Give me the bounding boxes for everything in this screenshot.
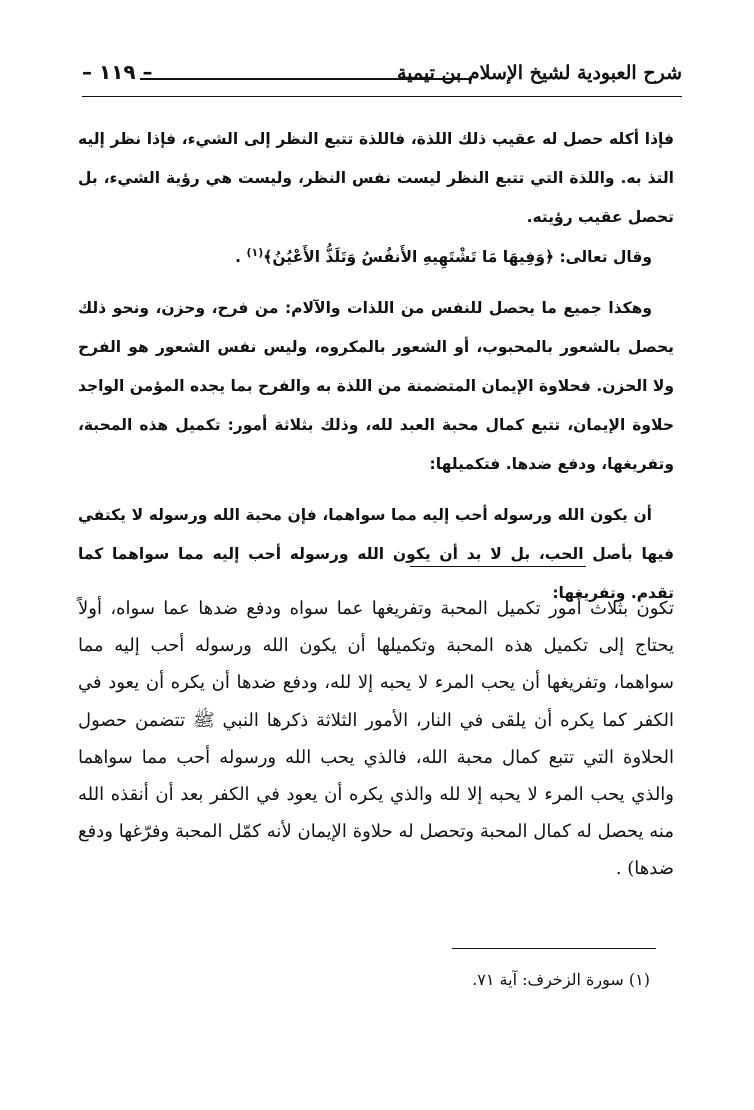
ayah-close-brace: ﴾: [263, 247, 273, 266]
page-number: – ١١٩ –: [82, 60, 153, 84]
quran-verse: وَفِيهَا مَا تَشْتَهِيهِ الأَنفُسُ وَتَلَذُّ الأَعْيُنُ: [272, 248, 545, 266]
footnote-separator: [452, 948, 656, 949]
paragraph-4: أن يكون الله ورسوله أحب إليه مما سواهما، فإن محبة الله ورسوله لا يكتفي فيها بأصل الحب، بل لا بد أن يكون الله ورسوله أحب إليه مما سواهما كما تقدم. وتفريغها:: [78, 506, 674, 602]
commentary-text: [78, 590, 674, 888]
paragraph-1: فإذا أكله حصل له عقيب ذلك اللذة، فاللذة تتبع النظر إلى الشيء، فإذا نظر إليه التذ به. واللذة التي تتبع النظر ليست نفس النظر، وليست هي رؤية الشيء، بل تحصل عقيب رؤيته.: [78, 130, 674, 226]
verse-end: .: [235, 248, 247, 266]
footnote: (١) سورة الزخرف: آية ٧١.: [472, 970, 650, 989]
ayah-open-brace: ﴿: [544, 247, 555, 266]
footnote-ref: (١): [246, 245, 264, 259]
commentary-paragraph: تكون بثلاث أمور تكميل المحبة وتفريغها عما سواه ودفع ضدها عما سواه، أولاً يحتاج إلى تكميل هذه المحبة وتكميلها أن يكون الله ورسوله أحب إليه مما سواهما، وتفريغها أن يحب المرء لا يحبه إلا لله، ودفع ضدها أن يكره أن يعود في الكفر كما يكره أن يلقى في النار، الأمور الثلاثة ذكرها النبي ﷺ تتضمن حصول الحلاوة التي تتبع كمال محبة الله، فالذي يحب الله ورسوله أحب مما سواهما والذي يحب المرء لا يحبه إلا لله والذي يكره أن يعود في الكفر بعد أن أنقذه الله منه يحصل له كمال المحبة وتحصل له حلاوة الإيمان لأنه كمّل المحبة وفرّغها ودفع ضدها) .: [78, 598, 674, 880]
paragraph-3: وهكذا جميع ما يحصل للنفس من اللذات والآلام: من فرح، وحزن، ونحو ذلك يحصل بالشعور بالمحبوب، أو الشعور بالمكروه، وليس نفس الشعور هو الفرح ولا الحزن. فحلاوة الإيمان المتضمنة من اللذة به والفرح بما يجده المؤمن الواجد حلاوة الإيمان، تتبع كمال محبة العبد لله، وذلك بثلاثة أمور: تكميل هذه المحبة، وتفريغها، ودفع ضدها. فتكميلها:: [78, 299, 674, 473]
paragraph-2-quran: [78, 237, 674, 277]
commentary-separator: [410, 566, 586, 567]
running-header: [82, 58, 682, 98]
main-text: [78, 120, 674, 613]
quran-intro: وقال تعالى:: [559, 248, 652, 266]
header-rule: [140, 78, 472, 80]
header-title: شرح العبودية لشيخ الإسلام بن تيمية: [396, 62, 682, 84]
header-underline: [82, 96, 682, 97]
